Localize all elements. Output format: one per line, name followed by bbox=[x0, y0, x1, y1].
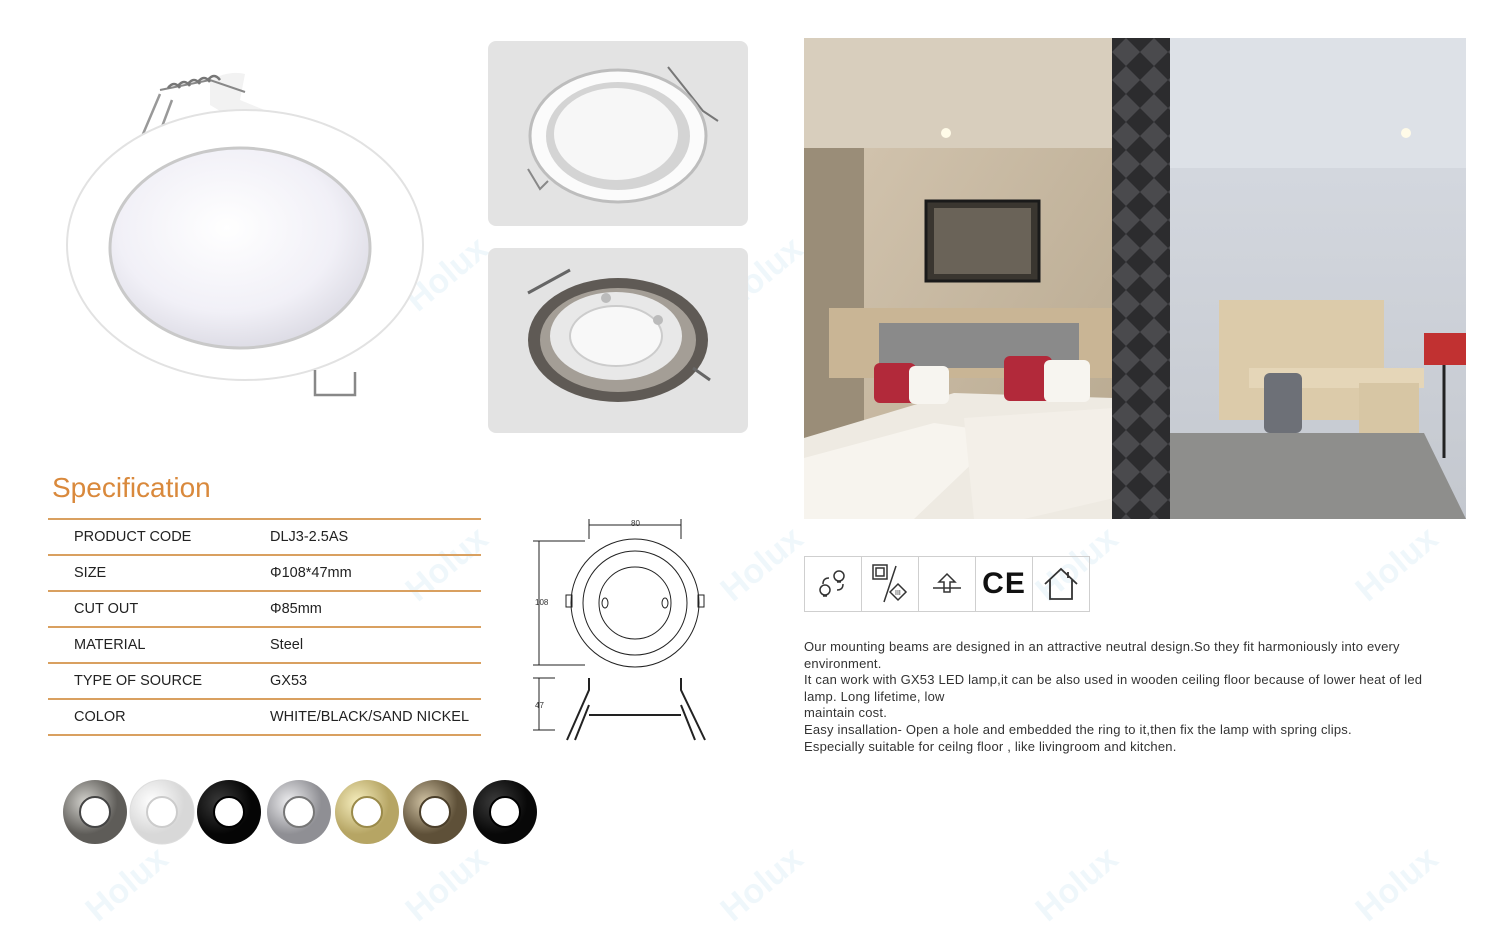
finish-ring-antique-brass[interactable] bbox=[403, 780, 467, 844]
spec-row-product-code bbox=[48, 518, 481, 554]
led-replace-icon bbox=[919, 557, 976, 611]
dim-width-label: 80 bbox=[631, 519, 640, 528]
ce-mark-text: CE bbox=[982, 567, 1026, 600]
watermark: Holux bbox=[398, 839, 496, 930]
bulb-swap-icon bbox=[805, 557, 862, 611]
spec-label: PRODUCT CODE bbox=[74, 529, 192, 545]
class-ii-icon bbox=[862, 557, 919, 611]
spec-value: DLJ3-2.5AS bbox=[270, 529, 349, 545]
spec-row-size bbox=[48, 554, 481, 590]
watermark: Holux bbox=[1348, 839, 1446, 930]
spec-label: COLOR bbox=[74, 709, 126, 725]
ce-mark-icon bbox=[976, 557, 1033, 611]
technical-drawing bbox=[525, 515, 715, 745]
dim-height-label: 108 bbox=[535, 598, 549, 607]
finish-ring-black[interactable] bbox=[197, 780, 261, 844]
spec-label: TYPE OF SOURCE bbox=[74, 673, 203, 689]
room-application-photo bbox=[804, 38, 1466, 519]
certification-icons bbox=[804, 556, 1090, 612]
spec-row-material bbox=[48, 626, 481, 662]
description-line: It can work with GX53 LED lamp,it can be also used in wooden ceiling floor because of lower heat of led lamp. Long lifetime, low bbox=[804, 672, 1423, 704]
description-line: Easy insallation- Open a hole and embedded the ring to it,then fix the lamp with spring clips. bbox=[804, 721, 1352, 737]
product-thumbnail-back[interactable] bbox=[488, 248, 748, 433]
description-line: Our mounting beams are designed in an attractive neutral design.So they fit harmoniously into every environment. bbox=[804, 639, 1400, 671]
dim-depth-label: 47 bbox=[535, 701, 544, 710]
watermark: Holux bbox=[713, 519, 811, 610]
watermark: Holux bbox=[398, 519, 496, 610]
spec-label: CUT OUT bbox=[74, 601, 139, 617]
watermark: Holux bbox=[1348, 519, 1446, 610]
watermark: Holux bbox=[78, 839, 176, 930]
spec-value: WHITE/BLACK/SAND NICKEL bbox=[270, 709, 470, 725]
spec-label: SIZE bbox=[74, 565, 107, 581]
product-thumbnail-front[interactable] bbox=[488, 41, 748, 226]
finish-ring-matte-black[interactable] bbox=[473, 780, 537, 844]
spec-row-color bbox=[48, 698, 481, 736]
spec-value: GX53 bbox=[270, 673, 308, 689]
watermark: Holux bbox=[1028, 839, 1126, 930]
spec-value: Φ108*47mm bbox=[270, 565, 352, 581]
watermark: Holux bbox=[398, 229, 496, 320]
spec-value: Φ85mm bbox=[270, 601, 322, 617]
finish-ring-gold[interactable] bbox=[335, 780, 399, 844]
watermark: Holux bbox=[1028, 519, 1126, 610]
product-hero-image bbox=[60, 60, 450, 410]
finish-ring-sand-nickel[interactable] bbox=[63, 780, 127, 844]
finish-ring-chrome[interactable] bbox=[267, 780, 331, 844]
product-description bbox=[804, 639, 1454, 755]
spec-row-type-of-source bbox=[48, 662, 481, 698]
spec-label: MATERIAL bbox=[74, 637, 146, 653]
spec-title: Specification bbox=[52, 472, 211, 503]
finish-swatches bbox=[60, 778, 540, 848]
spec-value: Steel bbox=[270, 637, 304, 653]
svg-text:III: III bbox=[895, 590, 901, 597]
watermark: Holux bbox=[713, 229, 811, 320]
description-line: maintain cost. bbox=[804, 705, 888, 721]
finish-ring-white[interactable] bbox=[130, 780, 194, 844]
indoor-house-icon bbox=[1033, 557, 1089, 611]
spec-row-cut-out bbox=[48, 590, 481, 626]
spec-table bbox=[48, 518, 481, 736]
watermark: Holux bbox=[713, 839, 811, 930]
description-line: Especially suitable for ceilng floor , like livingroom and kitchen. bbox=[804, 738, 1177, 754]
